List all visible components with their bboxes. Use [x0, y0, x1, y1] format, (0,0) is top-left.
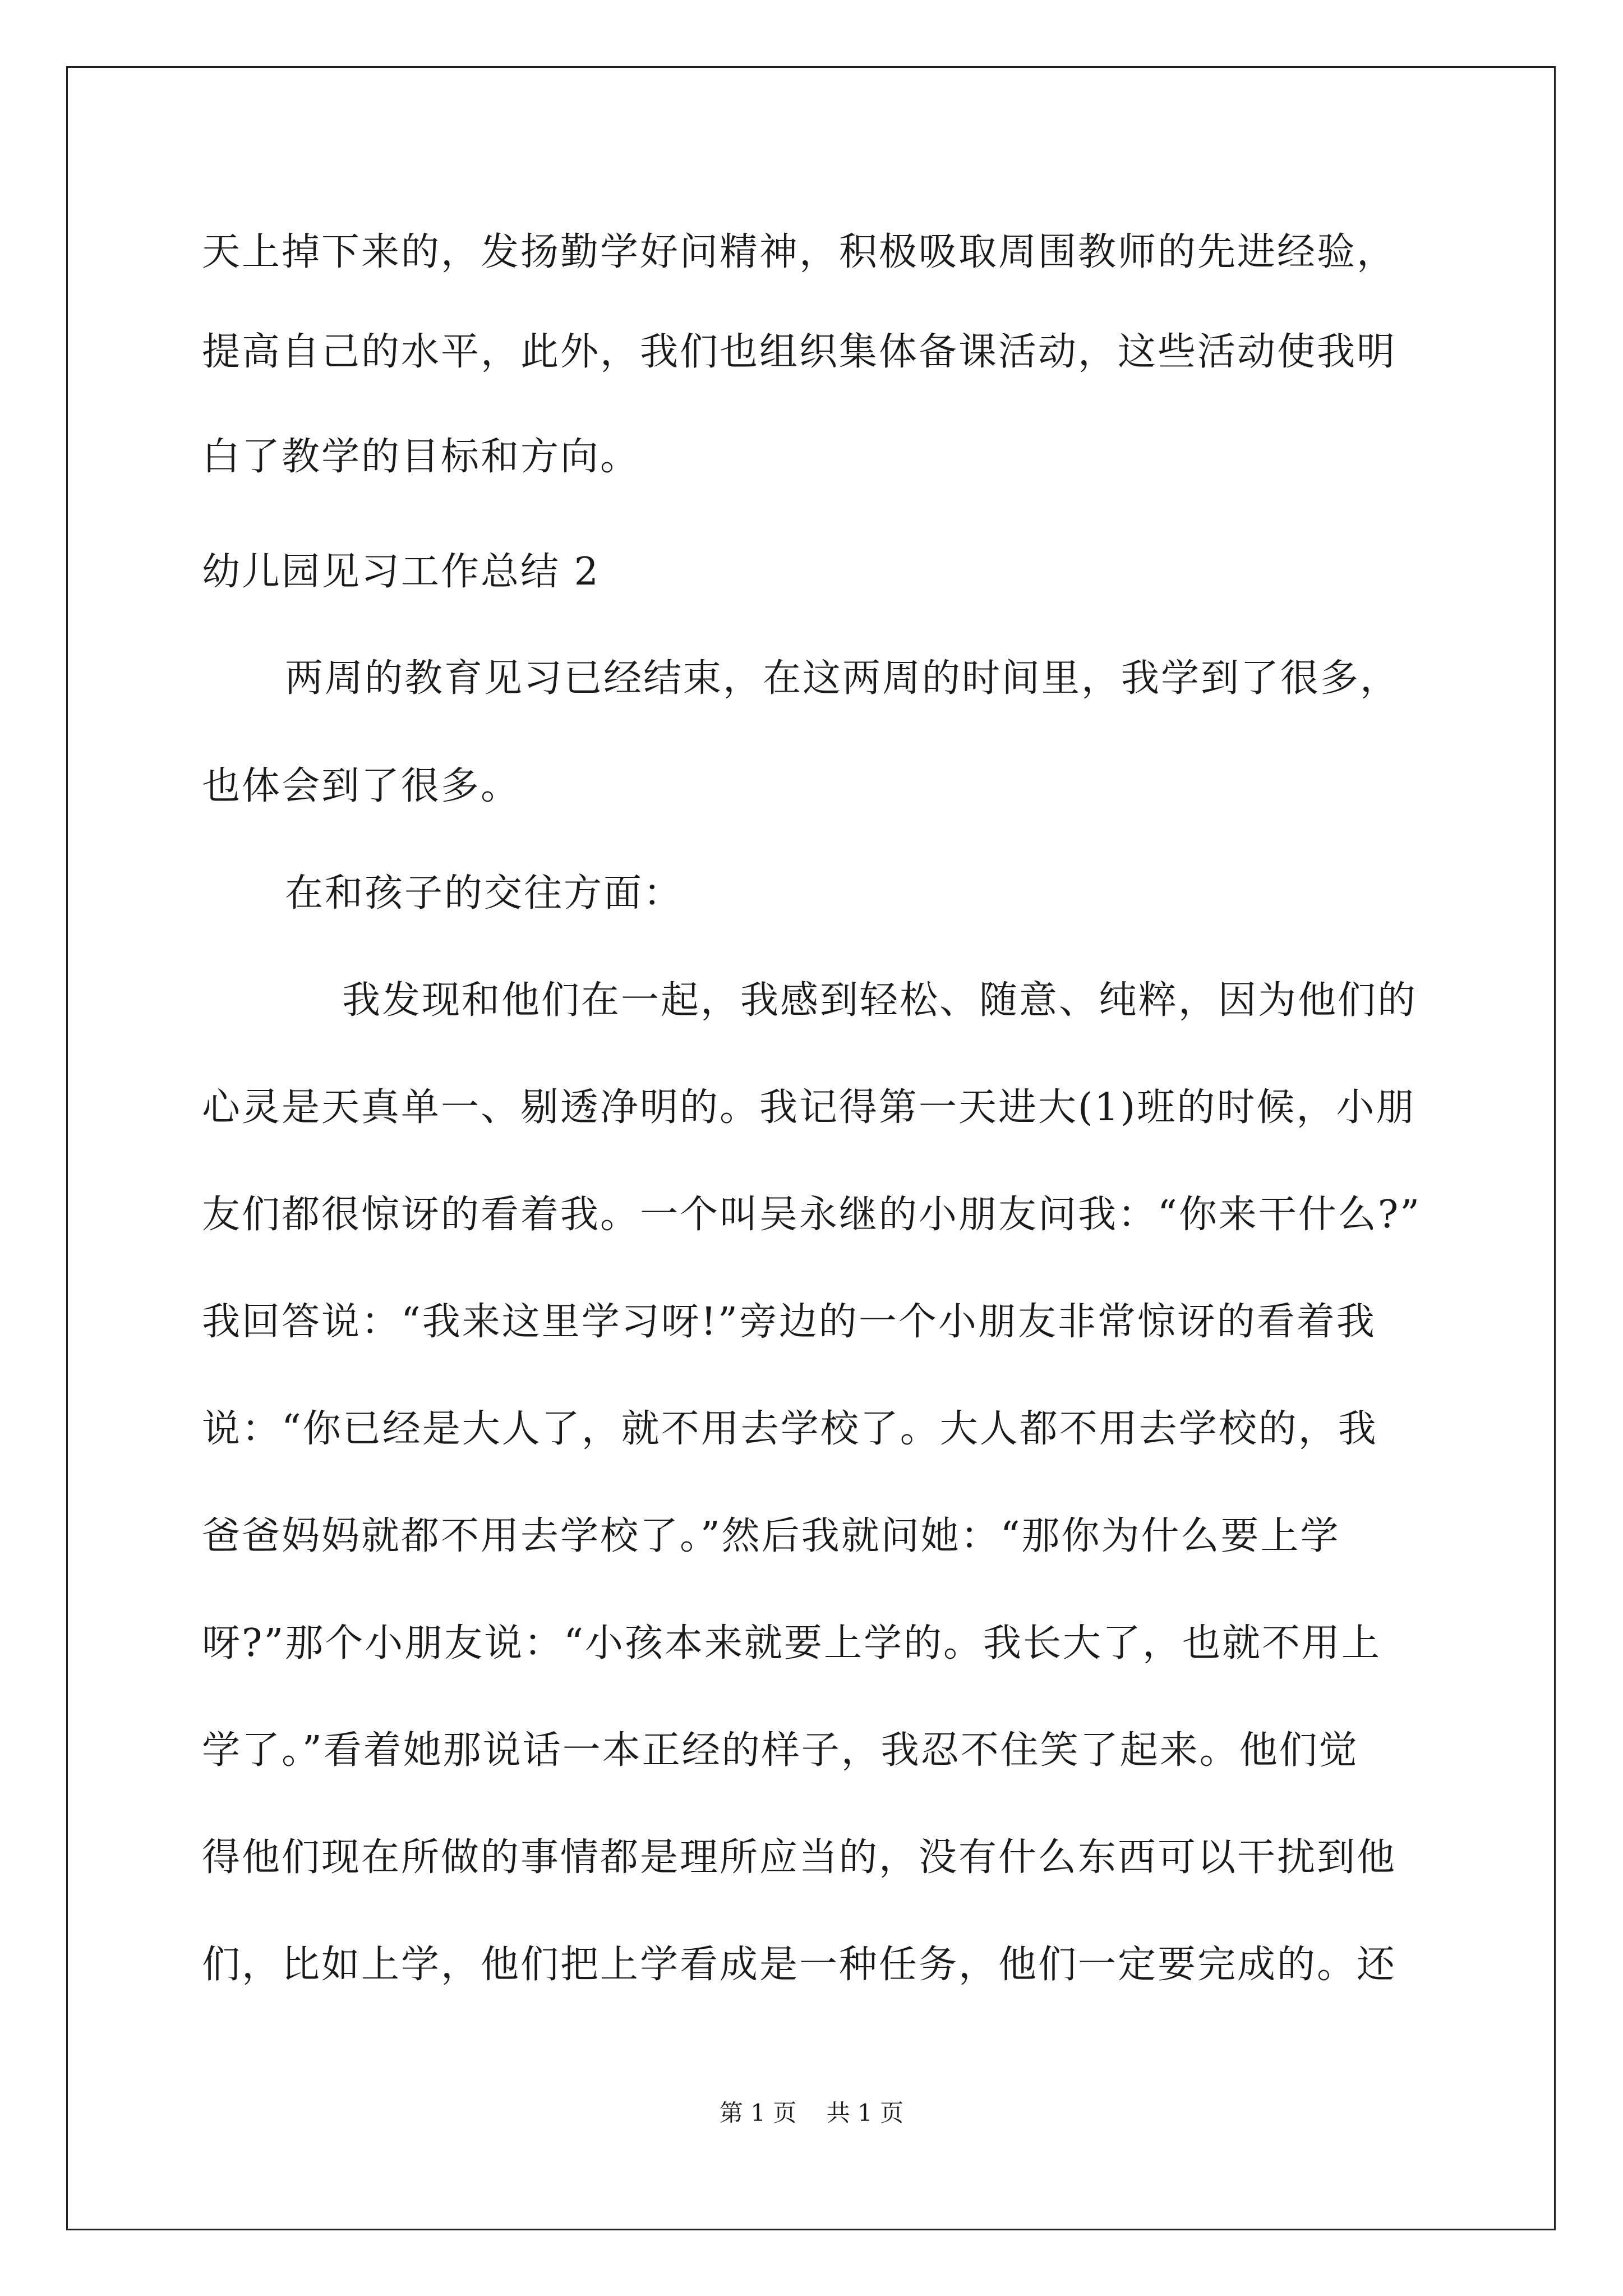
text-line-13: 爸爸妈妈就都不用去学校了。”然后我就问她：“那你为什么要上学: [202, 1514, 1340, 1558]
text-line-12: 说：“你已经是大人了，就不用去学校了。大人都不用去学校的，我: [202, 1407, 1378, 1451]
text-line-1: 天上掉下来的，发扬勤学好问精神，积极吸取周围教师的先进经验，: [202, 230, 1397, 274]
text-line-11: 我回答说：“我来这里学习呀!”旁边的一个小朋友非常惊讶的看着我: [202, 1300, 1376, 1344]
text-line-8: 我发现和他们在一起，我感到轻松、随意、纯粹，因为他们的: [342, 978, 1418, 1023]
text-line-14: 呀?”那个小朋友说：“小孩本来就要上学的。我长大了，也就不用上: [202, 1621, 1381, 1665]
text-line-17: 们，比如上学，他们把上学看成是一种任务，他们一定要完成的。还: [202, 1943, 1397, 1987]
text-line-16: 得他们现在所做的事情都是理所应当的，没有什么东西可以干扰到他: [202, 1835, 1397, 1880]
text-line-6: 也体会到了很多。: [202, 764, 521, 808]
text-line-2: 提高自己的水平，此外，我们也组织集体备课活动，这些活动使我明: [202, 330, 1397, 374]
page-footer: 第 1 页 共 1 页: [719, 2099, 904, 2127]
section-heading: 幼儿园见习工作总结 2: [202, 550, 600, 594]
text-line-10: 友们都很惊讶的看着我。一个叫吴永继的小朋友问我：“你来干什么?”: [202, 1193, 1421, 1237]
text-line-3: 白了教学的目标和方向。: [202, 435, 640, 479]
text-line-15: 学了。”看着她那说话一本正经的样子，我忍不住笑了起来。他们觉: [202, 1728, 1359, 1773]
text-line-5: 两周的教育见习已经结束，在这两周的时间里，我学到了很多，: [285, 656, 1400, 701]
page-border: [66, 66, 1556, 2230]
text-line-9: 心灵是天真单一、剔透净明的。我记得第一天进大(1)班的时候，小朋: [202, 1085, 1416, 1130]
text-line-7: 在和孩子的交往方面：: [285, 871, 684, 915]
